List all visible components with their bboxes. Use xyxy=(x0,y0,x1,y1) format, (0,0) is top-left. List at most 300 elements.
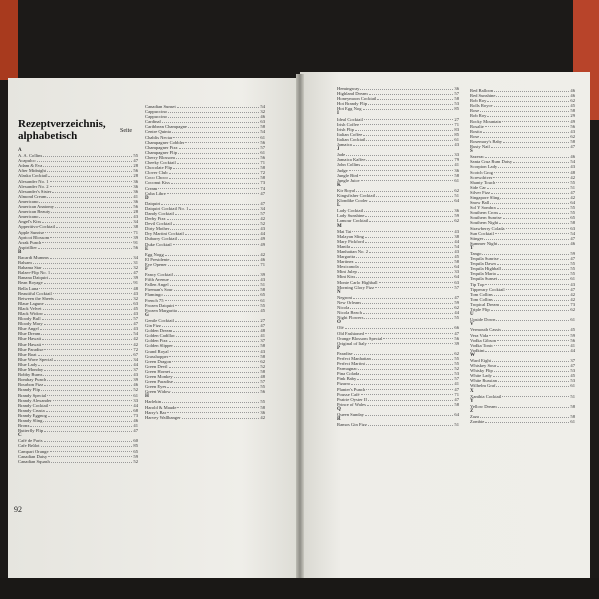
recipe-page-number: 61 xyxy=(260,134,265,140)
recipe-name: Negroni xyxy=(337,294,353,300)
leader-dots xyxy=(174,343,259,347)
recipe-page-number: 47 xyxy=(454,396,459,402)
leader-dots xyxy=(489,333,569,337)
leader-dots xyxy=(49,403,132,407)
leader-dots xyxy=(177,405,259,409)
recipe-name: After Midnight xyxy=(18,168,46,174)
recipe-name: Brandy Crusta xyxy=(18,407,45,413)
recipe-page-number: 72 xyxy=(260,170,265,176)
recipe-page-number: 58 xyxy=(260,404,265,410)
recipe-name: Dandy Cocktail xyxy=(145,210,174,216)
leader-dots xyxy=(354,351,454,355)
leader-dots xyxy=(484,236,569,240)
recipe-page-number: 52 xyxy=(133,387,138,393)
recipe-name: Italian Cocktail xyxy=(337,136,366,142)
page-number: 92 xyxy=(14,505,22,514)
recipe-page-number: 27 xyxy=(454,116,459,122)
recipe-name: Singapore Sling xyxy=(470,194,500,200)
recipe-name: Bronx xyxy=(18,423,30,429)
leader-dots xyxy=(47,168,132,172)
leader-dots xyxy=(363,310,454,314)
leader-dots xyxy=(168,114,259,118)
leader-dots xyxy=(44,367,132,371)
leader-dots xyxy=(172,359,259,363)
recipe-page-number: 91 xyxy=(133,280,138,286)
recipe-name: Tequila Sunset xyxy=(470,276,498,282)
recipe-name: Kingsfisher Cocktail xyxy=(337,192,376,198)
recipe-name: Pink Baby xyxy=(337,376,357,382)
recipe-page-number: 47 xyxy=(570,189,575,195)
leader-dots xyxy=(350,305,453,309)
index-letter: D xyxy=(145,195,149,201)
index-letter: T xyxy=(470,245,474,251)
leader-dots xyxy=(177,104,260,108)
leader-dots xyxy=(487,113,569,117)
recipe-page-number: 62 xyxy=(570,307,575,313)
recipe-page-number: 58 xyxy=(260,175,265,181)
recipe-page-number: 62 xyxy=(570,98,575,104)
recipe-name: Gin Fizz xyxy=(145,323,161,329)
recipe-name: Cafe Brûlot xyxy=(18,443,40,449)
recipe-name: Golden Slipper xyxy=(145,343,173,349)
recipe-name: Santa Cruz Rum Daisy xyxy=(470,159,513,165)
leader-dots xyxy=(48,173,132,177)
recipe-page-number: 28 xyxy=(133,163,138,169)
leader-dots xyxy=(369,249,453,253)
recipe-name: Strawberry Colada xyxy=(470,225,505,231)
recipe-name: Alaska Cocktail xyxy=(18,173,48,179)
leader-dots xyxy=(173,135,259,139)
index-letter: W xyxy=(470,352,475,358)
recipe-page-number: 54 xyxy=(570,159,575,165)
recipe-name: Rolls Royce xyxy=(470,103,493,109)
recipe-name: Lady Cocktail xyxy=(337,208,364,214)
recipe-name: Egg Nogg xyxy=(145,251,164,257)
recipe-page-number: 45 xyxy=(133,305,138,311)
recipe-page-number: 45 xyxy=(260,307,265,313)
leader-dots xyxy=(379,280,454,284)
recipe-name: Duke Cocktail xyxy=(145,241,172,247)
leader-dots xyxy=(360,122,453,126)
recipe-name: Harvey Wallbanger xyxy=(145,414,181,420)
leader-dots xyxy=(178,150,259,154)
leader-dots xyxy=(44,280,133,284)
recipe-page-number: 44 xyxy=(570,347,575,353)
recipe-page-number: 42 xyxy=(260,414,265,420)
leader-dots xyxy=(33,260,133,264)
recipe-name: Malayan Sling xyxy=(337,233,364,239)
index-letter: A xyxy=(18,148,22,153)
recipe-name: Fireman's Sour xyxy=(145,287,173,293)
index-letter: B xyxy=(18,249,22,255)
recipe-page-number: 71 xyxy=(260,160,265,166)
recipe-page-number: 47 xyxy=(570,286,575,292)
leader-dots xyxy=(158,186,259,190)
recipe-name: Cream xyxy=(145,185,158,191)
leader-dots xyxy=(480,414,569,418)
leader-dots xyxy=(493,373,570,377)
index-column-left-1 xyxy=(18,148,138,464)
leader-dots xyxy=(50,179,133,183)
leader-dots xyxy=(482,251,569,255)
recipe-name: Whisky Flip xyxy=(470,368,493,374)
leader-dots xyxy=(162,323,259,327)
leader-dots xyxy=(496,93,569,97)
leader-dots xyxy=(502,266,569,270)
leader-dots xyxy=(55,204,132,208)
recipe-name: Balsam xyxy=(18,260,32,266)
index-letter: N xyxy=(337,289,341,295)
recipe-page-number: 43 xyxy=(133,290,138,296)
recipe-name: Manila xyxy=(337,243,351,249)
recipe-name: Italian Coffee xyxy=(337,131,363,137)
recipe-page-number: 36 xyxy=(133,188,138,194)
recipe-name: Brandy Sling xyxy=(18,417,43,423)
leader-dots xyxy=(369,91,454,95)
index-entry xyxy=(470,419,575,424)
recipe-name: Between the Sheets xyxy=(18,295,54,301)
recipe-name: Mai Tai xyxy=(337,228,352,234)
leader-dots xyxy=(493,175,569,179)
recipe-page-number: 46 xyxy=(570,88,575,93)
recipe-name: Mary Pickford xyxy=(337,238,364,244)
recipe-name: Tropical Dream xyxy=(470,301,500,307)
recipe-page-number: 39 xyxy=(133,377,138,383)
leader-dots xyxy=(369,218,453,222)
recipe-name: Scotch Grog xyxy=(470,169,494,175)
recipe-name: El Presidente xyxy=(145,256,170,262)
leader-dots xyxy=(42,342,132,346)
recipe-name: French 75 xyxy=(145,297,164,303)
recipe-name: Zombie xyxy=(470,419,485,425)
recipe-name: Honeymoon Cocktail xyxy=(337,96,377,102)
recipe-name: Americano xyxy=(18,198,39,204)
leader-dots xyxy=(364,208,453,212)
recipe-name: Frozen Daiquiri xyxy=(145,302,175,308)
recipe-name: Blue Hawaii xyxy=(18,341,42,347)
recipe-page-number: 46 xyxy=(570,154,575,160)
leader-dots xyxy=(50,184,133,188)
recipe-page-number: 41 xyxy=(570,342,575,348)
leader-dots xyxy=(491,190,569,194)
leader-dots xyxy=(169,364,260,368)
recipe-name: Chablis Nectar xyxy=(145,134,173,140)
recipe-name: Blue Dream xyxy=(18,331,41,337)
recipe-page-number: 38 xyxy=(454,233,459,239)
recipe-page-number: 57 xyxy=(260,144,265,150)
recipe-name: Blue Hawaii xyxy=(18,336,42,342)
recipe-name: Angel's Kiss xyxy=(18,219,42,225)
recipe-page-number: 36 xyxy=(260,409,265,415)
recipe-name: Nicola xyxy=(337,305,350,311)
recipe-name: Prairie Oyster II xyxy=(337,396,367,402)
leader-dots xyxy=(496,180,569,184)
recipe-page-number: 41 xyxy=(133,423,138,429)
leader-dots xyxy=(189,206,259,210)
recipe-name: Planter's Punch xyxy=(337,386,366,392)
leader-dots xyxy=(53,398,133,402)
leader-dots xyxy=(366,157,453,161)
leader-dots xyxy=(170,349,260,353)
leader-dots xyxy=(497,363,569,367)
leader-dots xyxy=(177,160,260,164)
recipe-name: Fifth Avenue xyxy=(145,277,169,283)
leader-dots xyxy=(162,119,260,123)
leader-dots xyxy=(497,261,570,265)
leader-dots xyxy=(494,368,570,372)
recipe-page-number: 57 xyxy=(133,316,138,322)
recipe-page-number: 49 xyxy=(260,241,265,247)
leader-dots xyxy=(498,404,570,408)
recipe-name: Queen Sunday xyxy=(337,412,364,417)
recipe-name: Americano xyxy=(18,214,39,220)
recipe-name: Blaue Lagune xyxy=(18,300,44,306)
recipe-name: Night Flowers xyxy=(337,315,364,321)
leader-dots xyxy=(43,163,132,167)
leader-dots xyxy=(487,185,569,189)
recipe-page-number: 42 xyxy=(570,174,575,180)
leader-dots xyxy=(368,101,453,105)
leader-dots xyxy=(361,392,454,396)
recipe-name: Cherry Blossom xyxy=(145,154,175,160)
recipe-page-number: 42 xyxy=(260,216,265,222)
recipe-page-number: 59 xyxy=(454,299,459,305)
recipe-name: Canadian Squash xyxy=(18,458,50,464)
recipe-name: Tequila Sunrise xyxy=(470,256,499,262)
recipe-page-number: 57 xyxy=(454,376,459,382)
leader-dots xyxy=(174,287,260,291)
recipe-name: Green Devil xyxy=(145,363,168,369)
recipe-page-number: 55 xyxy=(133,153,138,159)
recipe-page-number: 37 xyxy=(260,338,265,344)
recipe-name: Dry Martini Cocktail xyxy=(145,231,184,237)
recipe-page-number: 32 xyxy=(133,295,138,301)
recipe-name: Jade xyxy=(337,152,346,158)
leader-dots xyxy=(356,254,453,258)
recipe-name: Red Sunshine xyxy=(470,93,496,99)
recipe-name: Coconut Kiss xyxy=(145,180,170,186)
leader-dots xyxy=(41,387,132,391)
leader-dots xyxy=(168,262,260,266)
recipe-page-number: 61 xyxy=(570,383,575,389)
recipe-page-number: 46 xyxy=(570,240,575,246)
recipe-name: Perfect Manhattan xyxy=(337,355,371,361)
recipe-name: Daiquiri xyxy=(145,200,161,206)
recipe-page-number: 59 xyxy=(570,251,575,256)
leader-dots xyxy=(355,127,453,131)
recipe-name: Black Velvet xyxy=(18,305,42,311)
recipe-page-number: 44 xyxy=(454,310,459,316)
index-entry xyxy=(145,415,265,420)
recipe-name: Southern Sunrise xyxy=(470,215,502,221)
recipe-name: Tequila Dawn xyxy=(470,261,496,267)
leader-dots xyxy=(47,393,132,397)
recipe-name: Apricot Blossom xyxy=(18,234,50,240)
recipe-name: Summer Night xyxy=(470,240,498,246)
recipe-name: Golden Fizz xyxy=(145,338,168,344)
recipe-name: Alexander No. 1 xyxy=(18,178,49,184)
leader-dots xyxy=(175,318,259,322)
recipe-name: Bean Royage xyxy=(18,280,43,286)
recipe-name: Brandy Alexander xyxy=(18,397,52,403)
recipe-page-number: 63 xyxy=(570,225,575,231)
leader-dots xyxy=(43,306,133,310)
recipe-page-number: 31 xyxy=(133,260,138,266)
recipe-name: Tom Collins xyxy=(470,296,493,302)
leader-dots xyxy=(176,155,259,159)
recipe-name: Nicola Beach xyxy=(337,310,362,316)
recipe-name: Almond Cream xyxy=(18,193,47,199)
leader-dots xyxy=(42,240,132,244)
recipe-page-number: 61 xyxy=(133,392,138,398)
recipe-page-number: 47 xyxy=(260,190,265,196)
recipe-page-number: 55 xyxy=(260,384,265,390)
leader-dots xyxy=(43,153,132,157)
recipe-page-number: 61 xyxy=(454,136,459,142)
recipe-page-number: 47 xyxy=(260,323,265,329)
leader-dots xyxy=(43,265,133,269)
index-letter: F xyxy=(145,267,149,272)
leader-dots xyxy=(38,362,132,366)
recipe-name: Rocky Mountain xyxy=(470,118,502,124)
recipe-name: Green Eyes xyxy=(145,384,167,390)
page-column-label: Seite xyxy=(120,128,132,134)
leader-dots xyxy=(44,438,133,442)
leader-dots xyxy=(39,214,132,218)
leader-dots xyxy=(52,189,132,193)
recipe-page-number: 37 xyxy=(570,357,575,363)
index-letter: X xyxy=(470,388,474,394)
recipe-name: Morning Glory Fizz xyxy=(337,284,375,290)
recipe-page-number: 61 xyxy=(260,149,265,155)
recipe-name: Blue Monday xyxy=(18,367,44,373)
recipe-name: Campari Orange xyxy=(18,448,49,454)
recipe-page-number: 67 xyxy=(133,351,138,357)
leader-dots xyxy=(497,338,569,342)
recipe-name: Rosalie xyxy=(470,123,484,129)
recipe-page-number: 43 xyxy=(133,326,138,332)
recipe-page-number: 52 xyxy=(454,366,459,372)
recipe-name: Brandy Special xyxy=(18,392,47,398)
recipe-page-number: 47 xyxy=(133,158,138,164)
leader-dots xyxy=(364,117,454,121)
recipe-name: American Anatomy xyxy=(18,204,55,210)
recipe-name: Apple Sunrise xyxy=(18,229,45,235)
recipe-name: Eye Opener xyxy=(145,261,167,267)
recipe-page-number: 43 xyxy=(454,249,459,254)
leader-dots xyxy=(173,165,259,169)
recipe-name: Balzer-Flip No. 1 xyxy=(18,270,51,276)
recipe-page-number: 55 xyxy=(570,271,575,277)
recipe-page-number: 43 xyxy=(260,348,265,354)
leader-dots xyxy=(369,198,454,202)
leader-dots xyxy=(55,296,132,300)
recipe-name: Green Dragon xyxy=(145,358,172,364)
recipe-page-number: 61 xyxy=(454,177,459,183)
index-letter: P xyxy=(337,345,341,351)
recipe-name: Alexander's Sister xyxy=(18,188,52,194)
recipe-name: Bella Luna xyxy=(18,285,39,291)
recipe-name: Blue Angel xyxy=(18,326,39,332)
leader-dots xyxy=(485,282,569,286)
recipe-page-number: 47 xyxy=(570,363,575,369)
recipe-page-number: 48 xyxy=(133,285,138,291)
leader-dots xyxy=(173,242,260,246)
recipe-name: Flamingo xyxy=(145,292,163,298)
recipe-name: Rob Roy xyxy=(470,98,487,104)
recipe-name: Pizarro xyxy=(337,381,351,387)
recipe-page-number: 43 xyxy=(570,164,575,170)
recipe-page-number: 61 xyxy=(570,276,575,282)
recipe-name: Butterfly Flip xyxy=(18,428,44,434)
recipe-name: Stinger xyxy=(470,235,484,241)
book-spine xyxy=(296,74,304,582)
leader-dots xyxy=(51,270,132,274)
recipe-page-number: 34 xyxy=(133,219,138,225)
recipe-page-number: 43 xyxy=(133,372,138,378)
recipe-page-number: 58 xyxy=(260,368,265,374)
recipe-page-number: 34 xyxy=(260,205,265,211)
recipe-page-number: 43 xyxy=(260,226,265,232)
recipe-name: Bombay Punch xyxy=(18,377,47,383)
recipe-name: Green Paradise xyxy=(145,379,173,385)
leader-dots xyxy=(174,379,259,383)
leader-dots xyxy=(368,422,454,426)
recipe-page-number: 79 xyxy=(454,157,459,163)
leader-dots xyxy=(165,298,260,302)
recipe-page-number: 64 xyxy=(570,200,575,206)
recipe-name: American Beauty xyxy=(18,209,51,215)
index-letter: G xyxy=(145,312,149,318)
leader-dots xyxy=(499,210,569,214)
leader-dots xyxy=(492,358,569,362)
recipe-page-number: 47 xyxy=(454,294,459,300)
recipe-name: Bacardi Mumms xyxy=(18,254,49,260)
recipe-name: Gentle Cocktail xyxy=(145,317,174,323)
recipe-page-number: 36 xyxy=(454,86,459,91)
leader-dots xyxy=(500,256,570,260)
leader-dots xyxy=(360,264,454,268)
recipe-page-number: 56 xyxy=(454,335,459,341)
leader-dots xyxy=(372,356,454,360)
recipe-name: Black Widow xyxy=(18,311,44,316)
leader-dots xyxy=(39,199,132,203)
leader-dots xyxy=(346,152,453,156)
leader-dots xyxy=(169,354,259,358)
recipe-page-number: 56 xyxy=(260,389,265,395)
recipe-name: Hot Egg Nog xyxy=(337,106,362,112)
recipe-name: Klondike Cooler xyxy=(337,198,368,204)
recipe-page-number: 61 xyxy=(570,419,575,425)
recipe-name: Tip Top xyxy=(470,281,485,287)
recipe-page-number: 58 xyxy=(260,165,265,171)
leader-dots xyxy=(368,397,454,401)
recipe-page-number: 62 xyxy=(454,350,459,356)
leader-dots xyxy=(167,384,259,388)
leader-dots xyxy=(188,124,259,128)
recipe-name: Blue Lady xyxy=(18,361,38,367)
leader-dots xyxy=(498,241,569,245)
recipe-name: Cheeky Cocktail xyxy=(145,160,176,166)
recipe-name: Martinez xyxy=(337,259,354,265)
leader-dots xyxy=(355,259,454,263)
recipe-name: Triple Flip xyxy=(470,307,490,313)
leader-dots xyxy=(169,175,260,179)
recipe-name: Irish Coffee xyxy=(337,121,359,127)
recipe-name: Jungle Bird xyxy=(337,172,359,178)
recipe-name: Café de Paris xyxy=(18,438,43,444)
recipe-page-number: 64 xyxy=(454,264,459,270)
